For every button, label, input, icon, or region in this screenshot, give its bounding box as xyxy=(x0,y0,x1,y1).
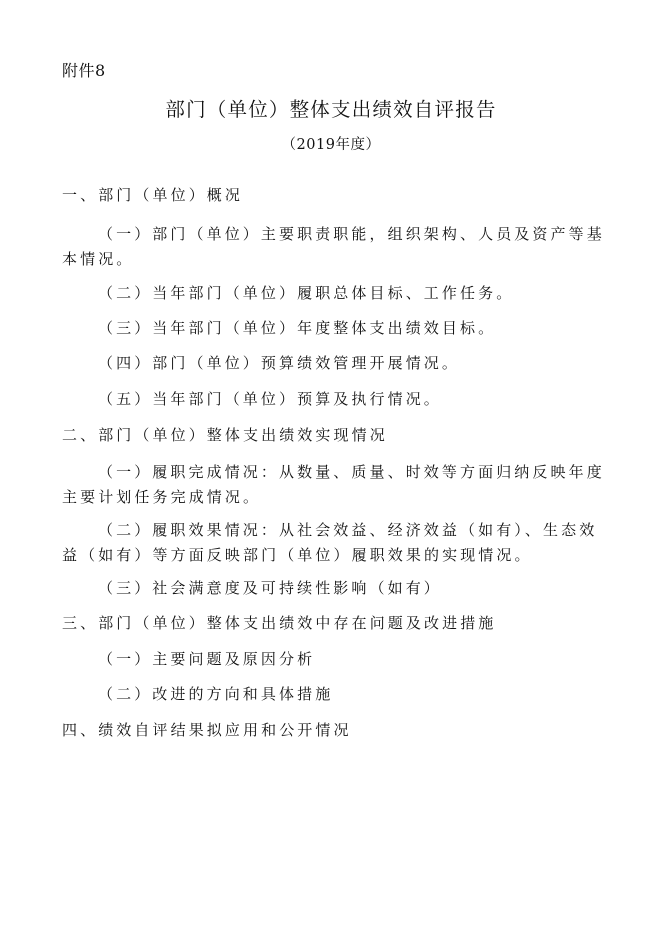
section-1-item-3: （三）当年部门（单位）年度整体支出绩效目标。 xyxy=(98,319,497,337)
section-1-item-2: （二）当年部门（单位）履职总体目标、工作任务。 xyxy=(98,284,515,302)
section-2-item-2: （二）履职效果情况：从社会效益、经济效益（如有）、生态效益（如有）等方面反映部门（单位）履职效果的实现情况。 xyxy=(62,521,598,564)
section-1-item-1: （一）部门（单位）主要职责职能，组织架构、人员及资产等基本情况。 xyxy=(62,225,605,268)
document-title: 部门（单位）整体支出绩效自评报告 xyxy=(165,98,497,121)
document-year: （2019年度） xyxy=(281,137,381,153)
section-heading-3: 三、部门（单位）整体支出绩效中存在问题及改进措施 xyxy=(62,614,497,632)
section-3-item-1: （一）主要问题及原因分析 xyxy=(98,650,316,668)
section-heading-2: 二、部门（单位）整体支出绩效实现情况 xyxy=(62,426,388,444)
section-1-item-4: （四）部门（单位）预算绩效管理开展情况。 xyxy=(98,354,461,372)
section-3-item-2: （二）改进的方向和具体措施 xyxy=(98,685,334,703)
section-2-item-1: （一）履职完成情况：从数量、质量、时效等方面归纳反映年度主要计划任务完成情况。 xyxy=(62,463,605,506)
section-2-item-3: （三）社会满意度及可持续性影响（如有） xyxy=(98,579,442,597)
section-1-item-5: （五）当年部门（单位）预算及执行情况。 xyxy=(98,390,442,408)
section-heading-4: 四、绩效自评结果拟应用和公开情况 xyxy=(62,721,352,739)
section-heading-1: 一、部门（单位）概况 xyxy=(62,186,244,204)
attachment-label: 附件8 xyxy=(62,61,106,80)
